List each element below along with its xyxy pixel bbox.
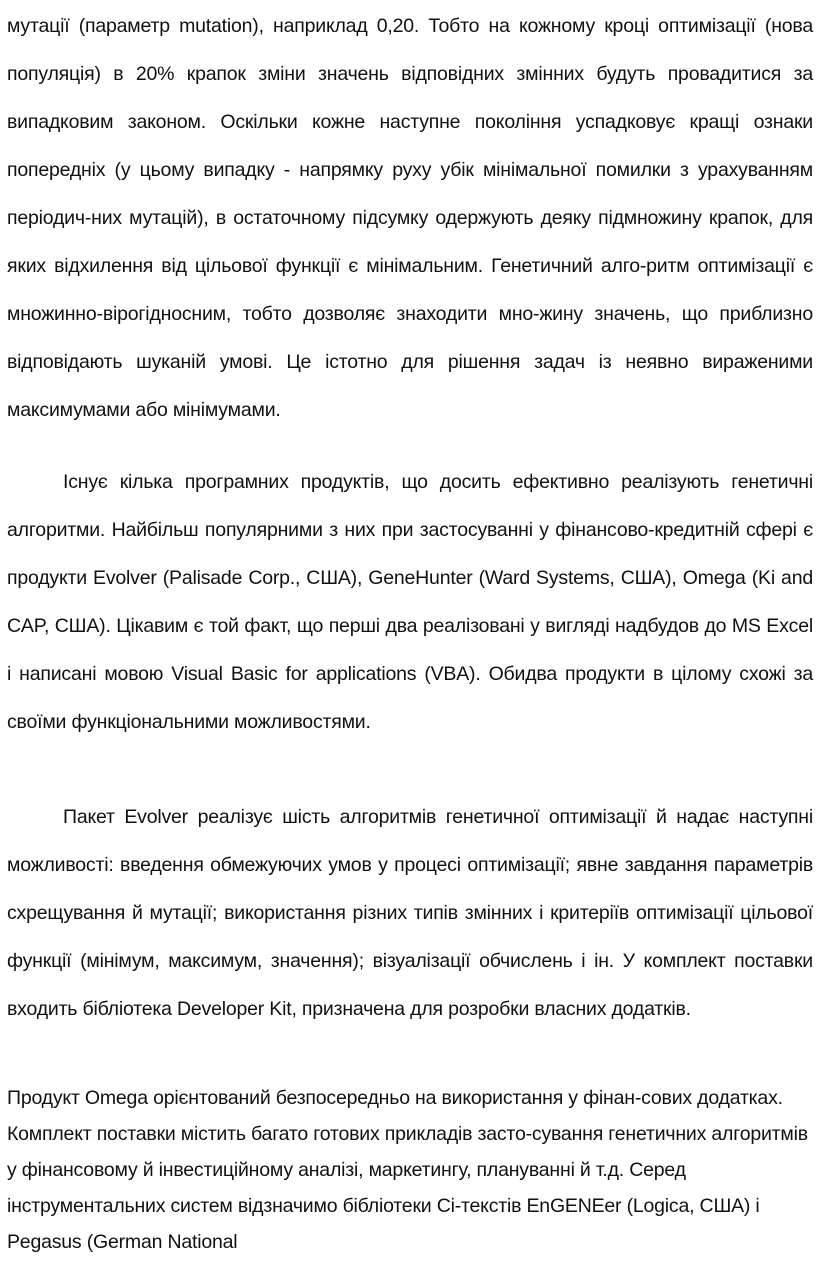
paragraph-software-products: Існує кілька програмних продуктів, що досить ефективно реалізують генетичні алгоритми. Найбільш популярними з них при застосуванні у фінансово-кредитній сфері є продукти Evolver (Palisade Corp., США), GeneHunter (Ward Systems, США), Omega (Ki and CAP, США). Цікавим є той факт, що перші два реалізовані у вигляді надбудов до MS Excel і написані мовою Visual Basic for applications (VBA). Обидва продукти в цілому схожі за своїми функціональними можливостями. [7,471,813,733]
paragraph-mutation-description: мутації (параметр mutation), наприклад 0,20. Тобто на кожному кроці оптимізації (нова популяція) в 20% крапок зміни значень відповідних змінних будуть провадитися за випадковим законом. Оскільки кожне наступне покоління успадковує кращі ознаки попередніх (у цьому випадку - напрямку руху убік мінімальної помилки з урахуванням періодич-них мутацій), в остаточному підсумку одержують деяку підмножину крапок, для яких відхилення від цільової функції є мінімальним. Генетичний алго-ритм оптимізації є множинно-вірогідносним, тобто дозволяє знаходити мно-жину значень, що приблизно відповідають шуканій умові. Це істотно для рішення задач із неявно вираженими максимумами або мінімумами. [7,15,813,421]
paragraph-omega-product: Продукт Omega орієнтований безпосередньо на використання у фінан-сових додатках. Комплект поставки містить багато готових прикладів засто-сування генетичних алгоритмів у фінансовому й інвестиційному аналізі, маркетингу, плануванні й т.д. Серед інструментальних систем відзначимо бібліотеки Сі-текстів EnGENEer (Logica, США) і Pegasus (German National [7,1087,808,1253]
paragraph-evolver-package: Пакет Evolver реалізує шість алгоритмів генетичної оптимізації й надає наступні можливості: введення обмежуючих умов у процесі оптимізації; явне завдання параметрів схрещування й мутації; використання різних типів змінних і критеріїв оптимізації цільової функції (мінімум, максимум, значення); візуалізації обчислень і ін. У комплект поставки входить бібліотека Developer Kit, призначена для розробки власних додатків. [7,806,813,1020]
